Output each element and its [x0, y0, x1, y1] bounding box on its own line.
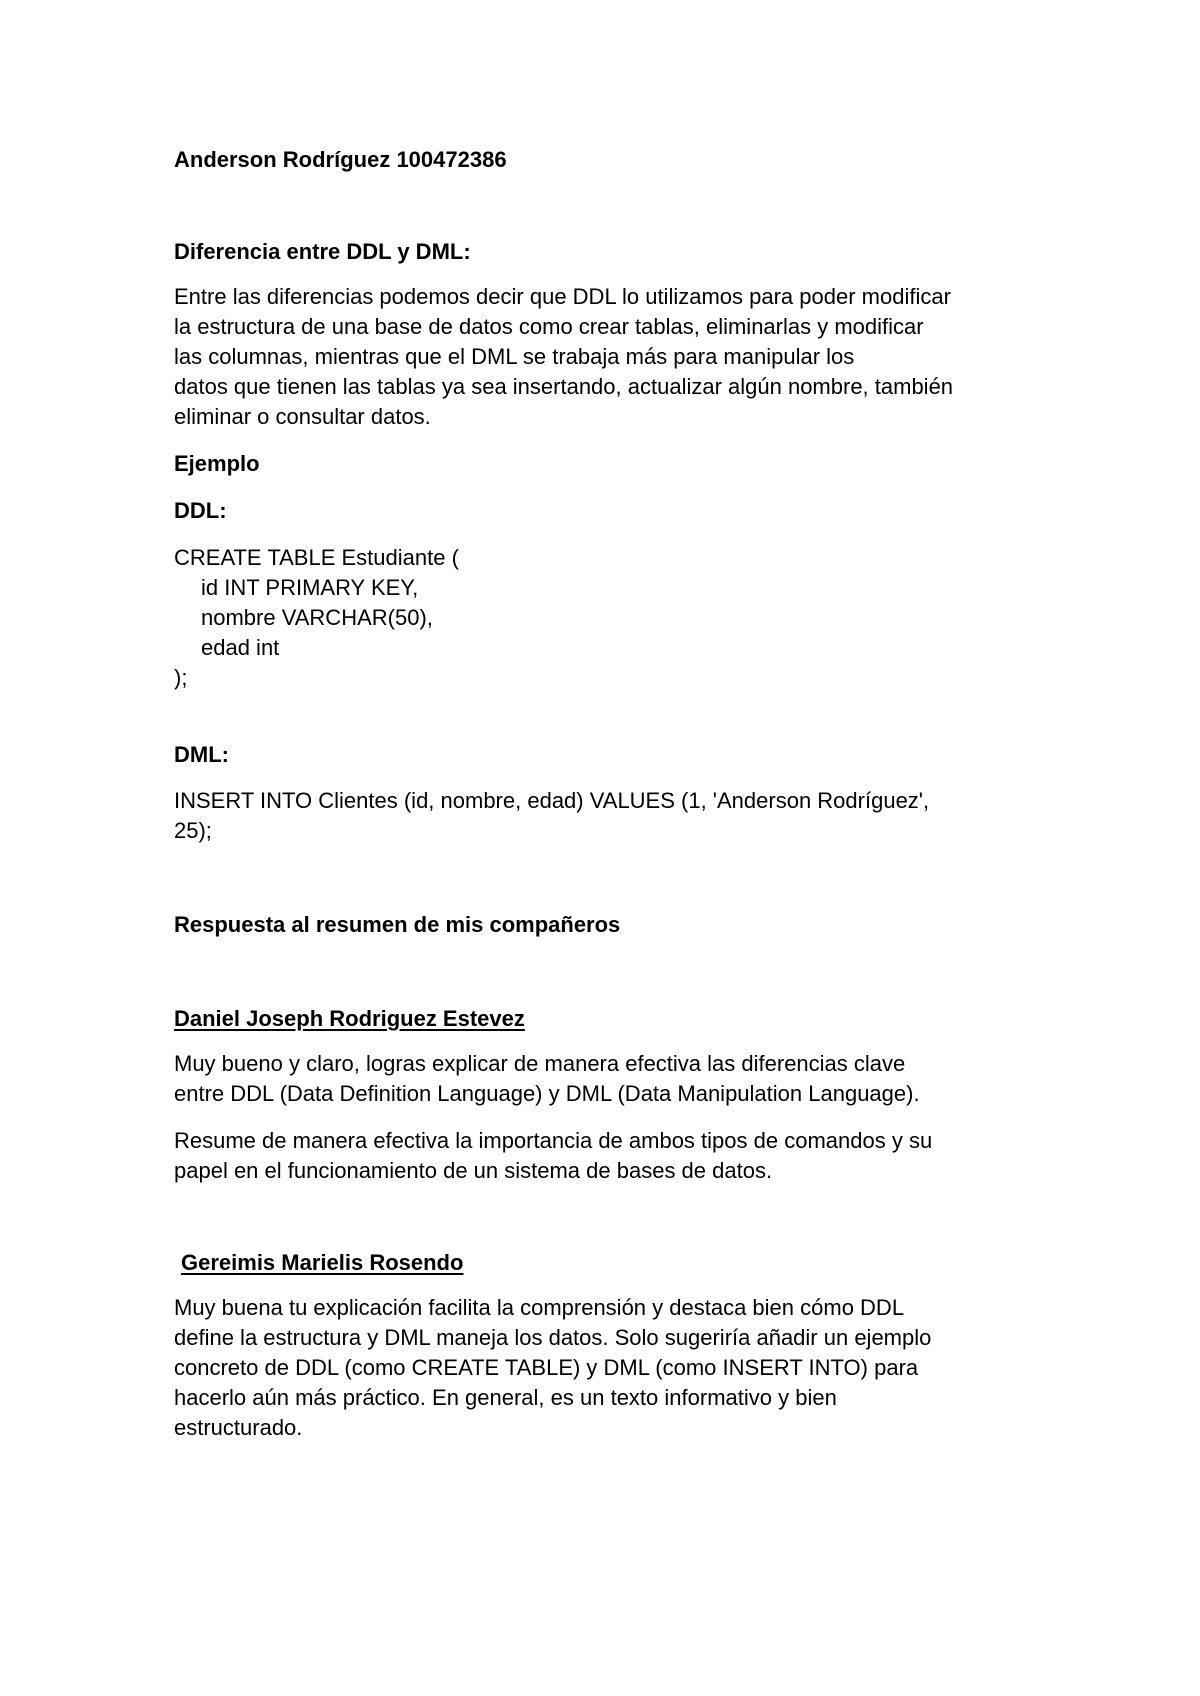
example-heading: Ejemplo	[174, 451, 260, 476]
ddl-code-line: );	[174, 665, 188, 690]
paragraph-line: las columnas, mientras que el DML se trabaja más para manipular los	[174, 344, 855, 369]
paragraph-line: Entre las diferencias podemos decir que DDL lo utilizamos para poder modificar	[174, 284, 951, 309]
reply2-line: concreto de DDL (como CREATE TABLE) y DML (como INSERT INTO) para	[174, 1355, 919, 1380]
paragraph-line: la estructura de una base de datos como crear tablas, eliminarlas y modificar	[174, 314, 924, 339]
reply1-name: Daniel Joseph Rodriguez Estevez	[174, 1006, 525, 1031]
dml-label: DML:	[174, 742, 229, 767]
responses-heading: Respuesta al resumen de mis compañeros	[174, 912, 621, 937]
reply1-line: entre DDL (Data Definition Language) y DML (Data Manipulation Language).	[174, 1081, 920, 1106]
reply2-line: define la estructura y DML maneja los datos. Solo sugeriría añadir un ejemplo	[174, 1325, 932, 1350]
reply1-line: Resume de manera efectiva la importancia de ambos tipos de comandos y su	[174, 1128, 933, 1153]
ddl-code-line: CREATE TABLE Estudiante (	[174, 545, 459, 570]
reply1-line: Muy bueno y claro, logras explicar de manera efectiva las diferencias clave	[174, 1051, 906, 1076]
reply2-line: hacerlo aún más práctico. En general, es un texto informativo y bien	[174, 1385, 837, 1410]
section-heading-difference: Diferencia entre DDL y DML:	[174, 239, 471, 264]
paragraph-line: datos que tienen las tablas ya sea insertando, actualizar algún nombre, también	[174, 374, 954, 399]
ddl-code-line: edad int	[201, 635, 280, 660]
reply2-line: Muy buena tu explicación facilita la comprensión y destaca bien cómo DDL	[174, 1295, 905, 1320]
reply1-line: papel en el funcionamiento de un sistema de bases de datos.	[174, 1158, 773, 1183]
reply2-line: estructurado.	[174, 1415, 303, 1440]
reply2-name: Gereimis Marielis Rosendo	[181, 1250, 464, 1275]
ddl-label: DDL:	[174, 498, 227, 523]
ddl-code-line: nombre VARCHAR(50),	[201, 605, 433, 630]
ddl-code-line: id INT PRIMARY KEY,	[201, 575, 419, 600]
dml-code-line: 25);	[174, 818, 212, 843]
paragraph-line: eliminar o consultar datos.	[174, 404, 431, 429]
dml-code-line: INSERT INTO Clientes (id, nombre, edad) VALUES (1, 'Anderson Rodríguez',	[174, 788, 930, 813]
author-line: Anderson Rodríguez 100472386	[174, 147, 507, 172]
